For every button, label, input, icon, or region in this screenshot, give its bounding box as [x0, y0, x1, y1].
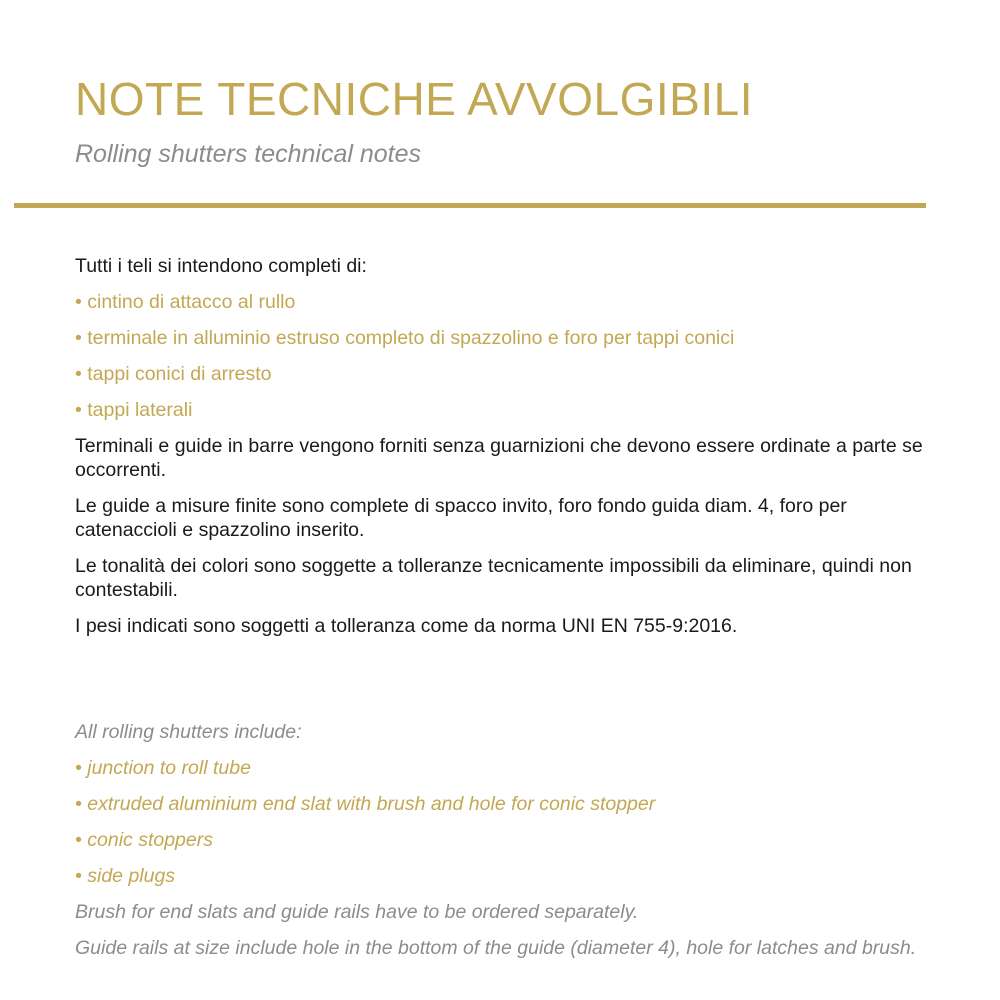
italian-bullet-item: • terminale in alluminio estruso completo di spazzolino e foro per tappi conici	[75, 326, 945, 350]
header-divider	[14, 203, 926, 208]
english-bullet-item: • junction to roll tube	[75, 756, 945, 780]
italian-notes-section	[75, 254, 945, 650]
english-bullet-list	[75, 756, 945, 888]
page-title: NOTE TECNICHE AVVOLGIBILI	[75, 73, 753, 125]
italian-bullet-item: • tappi laterali	[75, 398, 945, 422]
italian-paragraph-guides: Le guide a misure finite sono complete di spacco invito, foro fondo guida diam. 4, foro per catenaccioli e spazzolino inserito.	[75, 495, 847, 541]
english-paragraph-guide-rails: Guide rails at size include hole in the bottom of the guide (diameter 4), hole for latches and brush.	[75, 937, 917, 959]
italian-paragraph-weights: I pesi indicati sono soggetti a tolleranza come da norma UNI EN 755-9:2016.	[75, 615, 738, 637]
english-bullet-item: • extruded aluminium end slat with brush and hole for conic stopper	[75, 792, 945, 816]
english-paragraph-brush: Brush for end slats and guide rails have to be ordered separately.	[75, 901, 639, 923]
english-bullet-item: • side plugs	[75, 864, 945, 888]
italian-paragraph-colors: Le tonalità dei colori sono soggette a tolleranze tecnicamente impossibili da eliminare, quindi non contestabili.	[75, 555, 912, 601]
italian-intro: Tutti i teli si intendono completi di:	[75, 255, 367, 277]
page-subtitle: Rolling shutters technical notes	[75, 140, 422, 168]
english-intro: All rolling shutters include:	[75, 721, 302, 743]
italian-bullet-item: • cintino di attacco al rullo	[75, 290, 945, 314]
english-notes-section	[75, 720, 945, 972]
italian-paragraph-gaskets: Terminali e guide in barre vengono forniti senza guarnizioni che devono essere ordinate a parte se occorrenti.	[75, 435, 923, 481]
english-bullet-item: • conic stoppers	[75, 828, 945, 852]
italian-bullet-list	[75, 290, 945, 422]
italian-bullet-item: • tappi conici di arresto	[75, 362, 945, 386]
